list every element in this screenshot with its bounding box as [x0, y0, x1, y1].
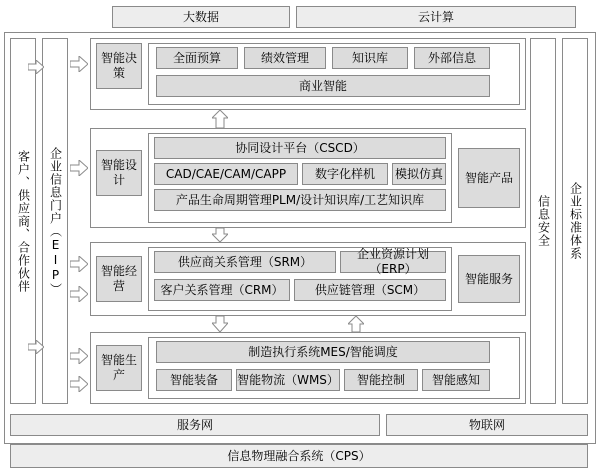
- node-smart-logistics-label: 智能物流（WMS）: [237, 372, 339, 387]
- node-digital-prototype-label: 数字化样机: [314, 166, 375, 181]
- node-crm[interactable]: [154, 279, 290, 301]
- layer-production-title: [96, 345, 142, 391]
- footer-cps: [10, 444, 588, 468]
- node-cscd[interactable]: [154, 137, 446, 159]
- column-infosecurity-label: 信息安全: [536, 195, 551, 247]
- node-business-intelligence-label: 商业智能: [298, 78, 347, 93]
- node-plm-label: 产品生命周期管理PLM/设计知识库/工艺知识库: [175, 192, 425, 207]
- arrow-eip-to-operation-2: [70, 286, 88, 302]
- arrow-eip-to-decision: [70, 56, 88, 72]
- node-erp[interactable]: [340, 247, 446, 276]
- column-infosecurity: [530, 38, 556, 404]
- node-cad-cae-cam-capp-label: CAD/CAE/CAM/CAPP: [165, 166, 287, 181]
- node-smart-equipment[interactable]: [156, 369, 232, 391]
- node-performance-mgmt-label: 绩效管理: [260, 50, 309, 65]
- header-bigdata-label: 大数据: [182, 9, 219, 24]
- layer-production-title-label: 智能生产: [100, 353, 137, 382]
- arrow-operation-to-production: [212, 316, 228, 332]
- layer-design-title: [96, 150, 142, 196]
- footer-cps-label: 信息物理融合系统（CPS）: [227, 448, 371, 463]
- arrow-eip-to-production-1: [70, 348, 88, 364]
- node-scm-label: 供应链管理（SCM）: [314, 282, 426, 297]
- node-cad-cae-cam-capp[interactable]: [154, 163, 298, 185]
- node-simulation-label: 模拟仿真: [394, 166, 443, 181]
- header-cloud-label: 云计算: [417, 9, 454, 24]
- node-smart-control-label: 智能控制: [356, 372, 405, 387]
- node-performance-mgmt[interactable]: [244, 47, 326, 69]
- node-mes-label: 制造执行系统MES/智能调度: [248, 344, 398, 359]
- column-eip: [42, 38, 68, 404]
- layer-decision-title: [96, 43, 142, 89]
- node-smart-product-label: 智能产品: [464, 170, 513, 185]
- layer-operation-title-label: 智能经营: [100, 264, 137, 293]
- column-standards-label: 企业标准体系: [568, 182, 583, 260]
- node-plm[interactable]: [154, 189, 446, 211]
- header-cloud: [296, 6, 576, 28]
- arrow-eip-to-design: [70, 160, 88, 176]
- node-smart-product[interactable]: [458, 148, 520, 208]
- node-knowledge-base[interactable]: [332, 47, 408, 69]
- footer-iot-label: 物联网: [468, 417, 505, 432]
- layer-decision-title-label: 智能决策: [100, 51, 137, 80]
- node-cscd-label: 协同设计平台（CSCD）: [235, 140, 365, 155]
- arrow-eip-to-operation-1: [70, 256, 88, 272]
- node-smart-equipment-label: 智能装备: [169, 372, 218, 387]
- node-smart-logistics[interactable]: [236, 369, 340, 391]
- footer-servicenet-label: 服务网: [176, 417, 213, 432]
- node-knowledge-base-label: 知识库: [351, 50, 388, 65]
- arrow-design-to-operation: [212, 228, 228, 242]
- node-smart-control[interactable]: [344, 369, 418, 391]
- node-digital-prototype[interactable]: [302, 163, 388, 185]
- header-bigdata: [112, 6, 290, 28]
- arrow-customers-to-eip: [28, 60, 44, 74]
- column-standards: [562, 38, 588, 404]
- node-smart-sensing[interactable]: [422, 369, 490, 391]
- node-mes[interactable]: [156, 341, 490, 363]
- arrow-design-to-decision: [212, 110, 228, 128]
- node-erp-label: 企业资源计划（ERP）: [356, 247, 429, 276]
- node-smart-sensing-label: 智能感知: [431, 372, 480, 387]
- arrow-production-to-operation: [348, 316, 364, 332]
- footer-iot: [386, 414, 588, 436]
- layer-operation-title: [96, 256, 142, 302]
- node-scm[interactable]: [294, 279, 446, 301]
- node-business-intelligence[interactable]: [156, 75, 490, 97]
- column-customers-label: 客户、供应商、合作伙伴: [16, 149, 31, 293]
- node-simulation[interactable]: [392, 163, 446, 185]
- node-external-info-label: 外部信息: [427, 50, 476, 65]
- footer-servicenet: [10, 414, 380, 436]
- node-full-budget-label: 全面预算: [172, 50, 221, 65]
- node-smart-service-label: 智能服务: [464, 271, 513, 286]
- node-srm[interactable]: [154, 251, 336, 273]
- node-srm-label: 供应商关系管理（SRM）: [177, 254, 313, 269]
- node-smart-service[interactable]: [458, 255, 520, 303]
- layer-design-title-label: 智能设计: [100, 158, 137, 187]
- column-eip-label: 企业信息门户（EIP）: [48, 146, 63, 296]
- node-crm-label: 客户关系管理（CRM）: [160, 282, 284, 297]
- node-full-budget[interactable]: [156, 47, 238, 69]
- arrow-customers-to-eip-2: [28, 340, 44, 354]
- node-external-info[interactable]: [414, 47, 490, 69]
- arrow-eip-to-production-2: [70, 376, 88, 392]
